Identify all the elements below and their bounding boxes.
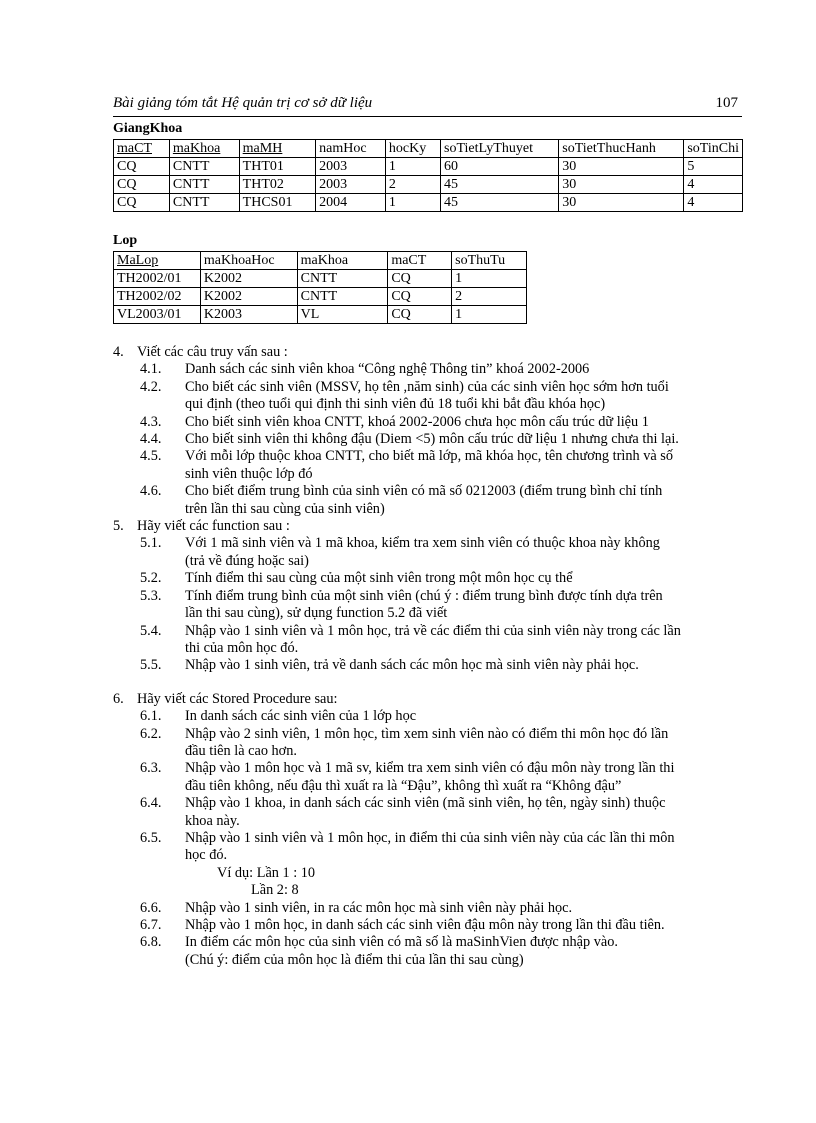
item-line: khoa này.: [185, 812, 240, 829]
column-header: maCT: [388, 252, 452, 270]
exercise-item: [113, 448, 753, 483]
column-header: maKhoa: [297, 252, 388, 270]
example-line: Ví dụ: Lần 1 : 10: [217, 864, 316, 881]
item-line: Tính điểm trung bình của một sinh viên (chú ý : điểm trung bình được tính dựa trên: [185, 587, 663, 604]
item-number: 5.3.: [140, 587, 162, 604]
table-cell: CNTT: [297, 288, 388, 306]
exercise-item: [113, 379, 753, 414]
item-line: qui định (theo tuổi qui định thi sinh viên đủ 18 tuổi khi bắt đầu khóa học): [185, 396, 606, 413]
item-number: 6.3.: [140, 760, 162, 777]
table-cell: 30: [559, 176, 684, 194]
table-cell: 4: [684, 194, 743, 212]
item-number: 4.1.: [140, 361, 162, 378]
table-cell: THCS01: [239, 194, 315, 212]
table-cell: THT02: [239, 176, 315, 194]
table-cell: CQ: [114, 158, 170, 176]
exercise-item: [113, 535, 753, 570]
item-number: 6.7.: [140, 917, 162, 933]
item-number: 4.5.: [140, 448, 162, 465]
table-cell: CQ: [114, 176, 170, 194]
item-line: đầu tiên không, nếu đậu thì xuất ra là “Đậu”, không thì xuất ra “Không đậu”: [185, 777, 622, 794]
item-line: Nhập vào 1 sinh viên, trả về danh sách các môn học mà sinh viên này phải học.: [185, 657, 639, 674]
table-cell: 1: [452, 306, 527, 324]
table-row: [114, 194, 743, 212]
column-header: maKhoa: [169, 140, 239, 158]
section-number: 5.: [113, 518, 124, 535]
table-cell: 2004: [316, 194, 386, 212]
item-line: Nhập vào 2 sinh viên, 1 môn học, tìm xem sinh viên nào có điểm thi môn học đó lần: [185, 725, 669, 742]
table-cell: 2003: [316, 158, 386, 176]
table-cell: CQ: [388, 288, 452, 306]
exercise-item: [113, 588, 753, 623]
table-cell: 30: [559, 158, 684, 176]
page-number: 107: [715, 95, 738, 111]
table-cell: TH2002/01: [114, 270, 201, 288]
exercise-item: [113, 414, 753, 431]
example-line: Lần 2: 8: [251, 882, 299, 899]
item-line: Nhập vào 1 khoa, in danh sách các sinh viên (mã sinh viên, họ tên, ngày sinh) thuộc: [185, 795, 666, 812]
item-number: 4.4.: [140, 431, 162, 448]
table-cell: VL: [297, 306, 388, 324]
item-line: Cho biết sinh viên thi không đậu (Diem <5) môn cấu trúc dữ liệu 1 nhưng chưa thi lại.: [185, 431, 679, 448]
table-cell: 2: [452, 288, 527, 306]
section-title: Hãy viết các Stored Procedure sau:: [137, 690, 338, 707]
section-title: Viết các câu truy vấn sau :: [137, 344, 288, 360]
table-cell: 1: [385, 158, 440, 176]
item-number: 5.5.: [140, 657, 162, 674]
giangkhoa-table: [113, 139, 743, 212]
exercise-item: [113, 917, 753, 934]
exercise-item: [113, 830, 753, 865]
column-header: maMH: [239, 140, 315, 158]
column-header: maCT: [114, 140, 170, 158]
section-heading: [113, 518, 753, 535]
item-number: 5.4.: [140, 622, 162, 639]
section-title: Hãy viết các function sau :: [137, 518, 290, 535]
exercise-list: [113, 344, 753, 969]
table-cell: 1: [452, 270, 527, 288]
table-cell: CNTT: [169, 194, 239, 212]
item-line: Cho biết các sinh viên (MSSV, họ tên ,năm sinh) của các sinh viên học sớm hơn tuổi: [185, 378, 669, 395]
header-title: Bài giảng tóm tắt Hệ quản trị cơ sở dữ liệu: [113, 95, 373, 111]
table-row: [114, 176, 743, 194]
exercise-item: [113, 900, 753, 917]
section-heading: [113, 344, 753, 361]
item-line: Với 1 mã sinh viên và 1 mã khoa, kiểm tra xem sinh viên có thuộc khoa này không: [185, 535, 660, 552]
column-header: maKhoaHoc: [200, 252, 297, 270]
item-line: Nhập vào 1 môn học và 1 mã sv, kiểm tra xem sinh viên có đậu môn này trong lần thi: [185, 760, 675, 777]
table-cell: 4: [684, 176, 743, 194]
table-cell: K2003: [200, 306, 297, 324]
table-cell: CNTT: [297, 270, 388, 288]
item-number: 4.6.: [140, 483, 162, 500]
exercise-item: [113, 657, 753, 674]
item-line: đầu tiên là cao hơn.: [185, 742, 297, 759]
item-number: 6.1.: [140, 708, 162, 725]
exercise-item: [113, 570, 753, 587]
exercise-item: [113, 934, 753, 969]
table-cell: 45: [441, 194, 559, 212]
table-cell: 60: [441, 158, 559, 176]
item-line: sinh viên thuộc lớp đó: [185, 465, 313, 482]
item-line: (trả về đúng hoặc sai): [185, 552, 309, 569]
item-line: Nhập vào 1 sinh viên và 1 môn học, in điểm thi của sinh viên này của các lần thi môn: [185, 829, 675, 846]
table-row: [114, 288, 527, 306]
table-cell: 45: [441, 176, 559, 194]
exercise-item: [113, 623, 753, 658]
column-header: soTinChi: [684, 140, 743, 158]
item-line: lần thi sau cùng), sử dụng function 5.2 đã viết: [185, 605, 448, 622]
column-header: soTietThucHanh: [559, 140, 684, 158]
item-number: 6.6.: [140, 899, 162, 916]
exercise-item: [113, 726, 753, 761]
table-cell: 2: [385, 176, 440, 194]
table-cell: 2003: [316, 176, 386, 194]
table-cell: CQ: [388, 270, 452, 288]
table-row: [114, 158, 743, 176]
item-line: học đó.: [185, 847, 228, 864]
table-cell: 1: [385, 194, 440, 212]
table-cell: CNTT: [169, 158, 239, 176]
item-line: In điểm các môn học của sinh viên có mã số là maSinhVien được nhập vào.: [185, 934, 618, 951]
item-line: trên lần thi sau cùng của sinh viên): [185, 500, 385, 517]
table-header-row: [114, 252, 527, 270]
table-cell: THT01: [239, 158, 315, 176]
table-cell: CNTT: [169, 176, 239, 194]
item-number: 6.5.: [140, 829, 162, 846]
table-cell: K2002: [200, 270, 297, 288]
table-cell: VL2003/01: [114, 306, 201, 324]
exercise-item: [113, 708, 753, 725]
table-cell: 30: [559, 194, 684, 212]
section-number: 6.: [113, 690, 124, 707]
table-cell: TH2002/02: [114, 288, 201, 306]
exercise-item: [113, 361, 753, 378]
item-line: Cho biết sinh viên khoa CNTT, khoá 2002-2006 chưa học môn cấu trúc dữ liệu 1: [185, 413, 649, 430]
exercise-item: [113, 795, 753, 830]
table-cell: CQ: [114, 194, 170, 212]
column-header: soThuTu: [452, 252, 527, 270]
exercise-item: [113, 431, 753, 448]
section-gap: [113, 675, 753, 691]
item-number: 6.8.: [140, 934, 162, 951]
item-line: Nhập vào 1 sinh viên và 1 môn học, trả về các điểm thi của sinh viên này trong các lần: [185, 622, 681, 639]
item-line: Danh sách các sinh viên khoa “Công nghệ Thông tin” khoá 2002-2006: [185, 361, 590, 378]
column-header: soTietLyThuyet: [441, 140, 559, 158]
table-row: [114, 306, 527, 324]
item-line: Nhập vào 1 môn học, in danh sách các sinh viên đậu môn này trong lần thi đầu tiên.: [185, 917, 665, 933]
exercise-item: [113, 760, 753, 795]
table-cell: K2002: [200, 288, 297, 306]
item-number: 5.1.: [140, 535, 162, 552]
exercise-item: [113, 483, 753, 518]
item-line: (Chú ý: điểm của môn học là điểm thi của lần thi sau cùng): [185, 951, 524, 968]
table-cell: CQ: [388, 306, 452, 324]
item-number: 6.2.: [140, 725, 162, 742]
column-header: namHoc: [316, 140, 386, 158]
table-row: [114, 270, 527, 288]
item-number: 4.2.: [140, 378, 162, 395]
item-number: 5.2.: [140, 570, 162, 587]
item-line: Nhập vào 1 sinh viên, in ra các môn học mà sinh viên này phải học.: [185, 899, 573, 916]
column-header: hocKy: [385, 140, 440, 158]
column-header: MaLop: [114, 252, 201, 270]
item-number: 4.3.: [140, 413, 162, 430]
item-line: Tính điểm thi sau cùng của một sinh viên trong một môn học cụ thể: [185, 570, 573, 587]
section-number: 4.: [113, 344, 124, 360]
item-line: Với mỗi lớp thuộc khoa CNTT, cho biết mã lớp, mã khóa học, tên chương trình và số: [185, 448, 673, 465]
item-number: 6.4.: [140, 795, 162, 812]
item-line: In danh sách các sinh viên của 1 lớp học: [185, 708, 417, 725]
table-cell: 5: [684, 158, 743, 176]
giangkhoa-caption: GiangKhoa: [113, 121, 183, 136]
table-header-row: [114, 140, 743, 158]
lop-caption: Lop: [113, 233, 138, 248]
item-line: Cho biết điểm trung bình của sinh viên có mã số 0212003 (điểm trung bình chỉ tính: [185, 483, 663, 500]
page-header: [113, 92, 742, 117]
section-heading: [113, 691, 753, 708]
item-line: thi của môn học đó.: [185, 639, 299, 656]
lop-table: [113, 251, 527, 324]
